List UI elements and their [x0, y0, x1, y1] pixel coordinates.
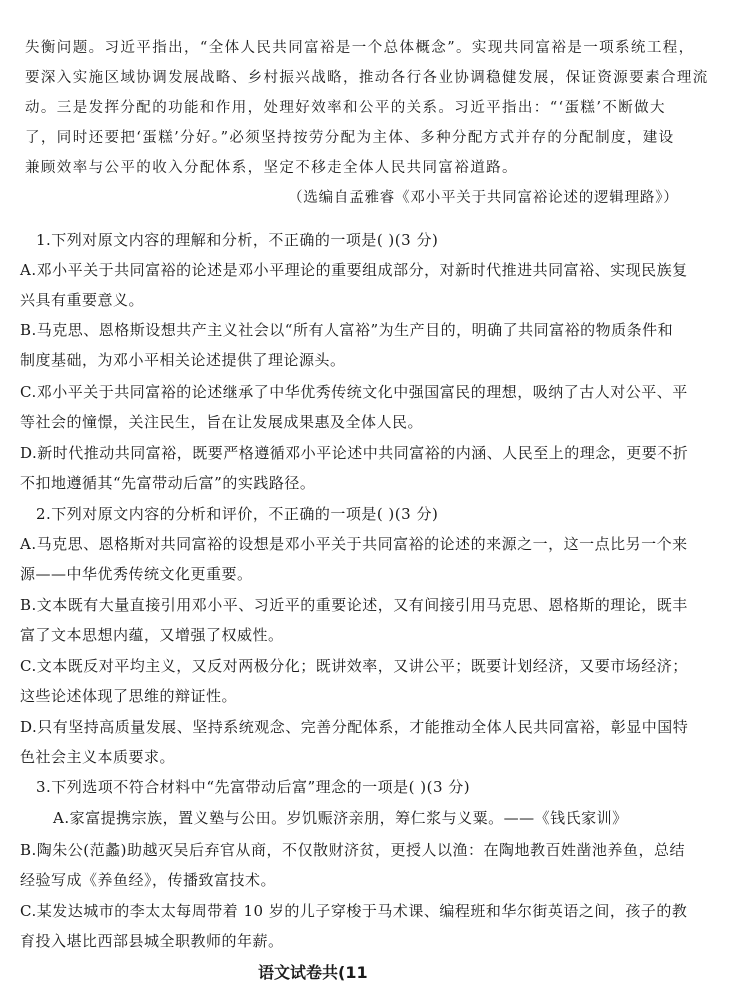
option-b-line: B.陶朱公(范蠡)助越灭吴后弃官从商，不仅散财济贫，更授人以渔：在陶地教百姓凿池养鱼，总结 — [20, 841, 685, 859]
option-b-line: 经验写成《养鱼经》，传播致富技术。 — [20, 871, 277, 889]
option-a-line: 兴具有重要意义。 — [20, 291, 145, 309]
option-b-line: B.文本既有大量直接引用邓小平、习近平的重要论述，又有间接引用马克思、恩格斯的理论，既丰 — [20, 596, 688, 614]
option-b-line: 制度基础，为邓小平相关论述提供了理论源头。 — [20, 351, 346, 369]
question-stem: 2.下列对原文内容的分析和评价，不正确的一项是( )(3 分) — [36, 505, 439, 523]
option-c-line: C.文本既反对平均主义，又反对两极分化；既讲效率，又讲公平；既要计划经济，又要市场经济； — [20, 657, 688, 675]
option-d-line: D.新时代推动共同富裕，既要严格遵循邓小平论述中共同富裕的内涵、人民至上的理念，更要不折 — [20, 444, 689, 462]
option-c-line: C.某发达城市的李太太每周带着 10 岁的儿子穿梭于马术课、编程班和华尔街英语之间，孩子的教 — [20, 902, 688, 920]
option-c-line: 育投入堪比西部县城全职教师的年薪。 — [20, 932, 284, 950]
option-a-line: 源——中华优秀传统文化更重要。 — [20, 565, 253, 583]
option-c-line: 等社会的憧憬，关注民生，旨在让发展成果惠及全体人民。 — [20, 413, 424, 431]
option-d-line: D.只有坚持高质量发展、坚持系统观念、完善分配体系，才能推动全体人民共同富裕，彰显中国特 — [20, 718, 689, 736]
passage-line: 了，同时还要把‘蛋糕’分好。”必须坚持按劳分配为主体、多种分配方式并存的分配制度，建设 — [25, 130, 675, 146]
passage-line: 动。三是发挥分配的功能和作用，处理好效率和公平的关系。习近平指出：“‘蛋糕’不断做大 — [25, 100, 666, 116]
option-d-line: 色社会主义本质要求。 — [20, 748, 176, 766]
option-c-line: 这些论述体现了思维的辩证性。 — [20, 687, 238, 705]
option-d-line: 不扣地遵循其“先富带动后富”的实践路径。 — [20, 474, 316, 492]
passage-line: 失衡问题。习近平指出，“全体人民共同富裕是一个总体概念”。实现共同富裕是一项系统工程， — [25, 40, 695, 56]
page-footer: 语文试卷共(11 — [258, 963, 368, 982]
question-stem: 3.下列选项不符合材料中“先富带动后富”理念的一项是( )(3 分) — [36, 778, 471, 796]
option-b-line: 富了文本思想内蕴，又增强了权威性。 — [20, 626, 284, 644]
question-stem: 1.下列对原文内容的理解和分析，不正确的一项是( )(3 分) — [36, 231, 439, 249]
passage-source: （选编自孟雅睿《邓小平关于共同富裕论述的逻辑理路》） — [288, 190, 679, 206]
passage-line: 要深入实施区域协调发展战略、乡村振兴战略，推动各行各业协调稳健发展，保证资源要素合理流 — [25, 70, 709, 86]
option-c-line: C.邓小平关于共同富裕的论述继承了中华优秀传统文化中强国富民的理想，吸纳了古人对公平、平 — [20, 383, 688, 401]
passage-line: 兼顾效率与公平的收入分配体系，坚定不移走全体人民共同富裕道路。 — [25, 160, 518, 176]
option-a-line: A.邓小平关于共同富裕的论述是邓小平理论的重要组成部分，对新时代推进共同富裕、实现民族复 — [20, 261, 688, 279]
option-a-line: A.马克思、恩格斯对共同富裕的设想是邓小平关于共同富裕的论述的来源之一，这一点比另一个来 — [20, 535, 688, 553]
option-b-line: B.马克思、恩格斯设想共产主义社会以“所有人富裕”为生产目的，明确了共同富裕的物质条件和 — [20, 321, 674, 339]
option-a-line: A.家富提携宗族，置义塾与公田。岁饥赈济亲朋，筹仁浆与义粟。——《钱氏家训》 — [53, 809, 628, 827]
